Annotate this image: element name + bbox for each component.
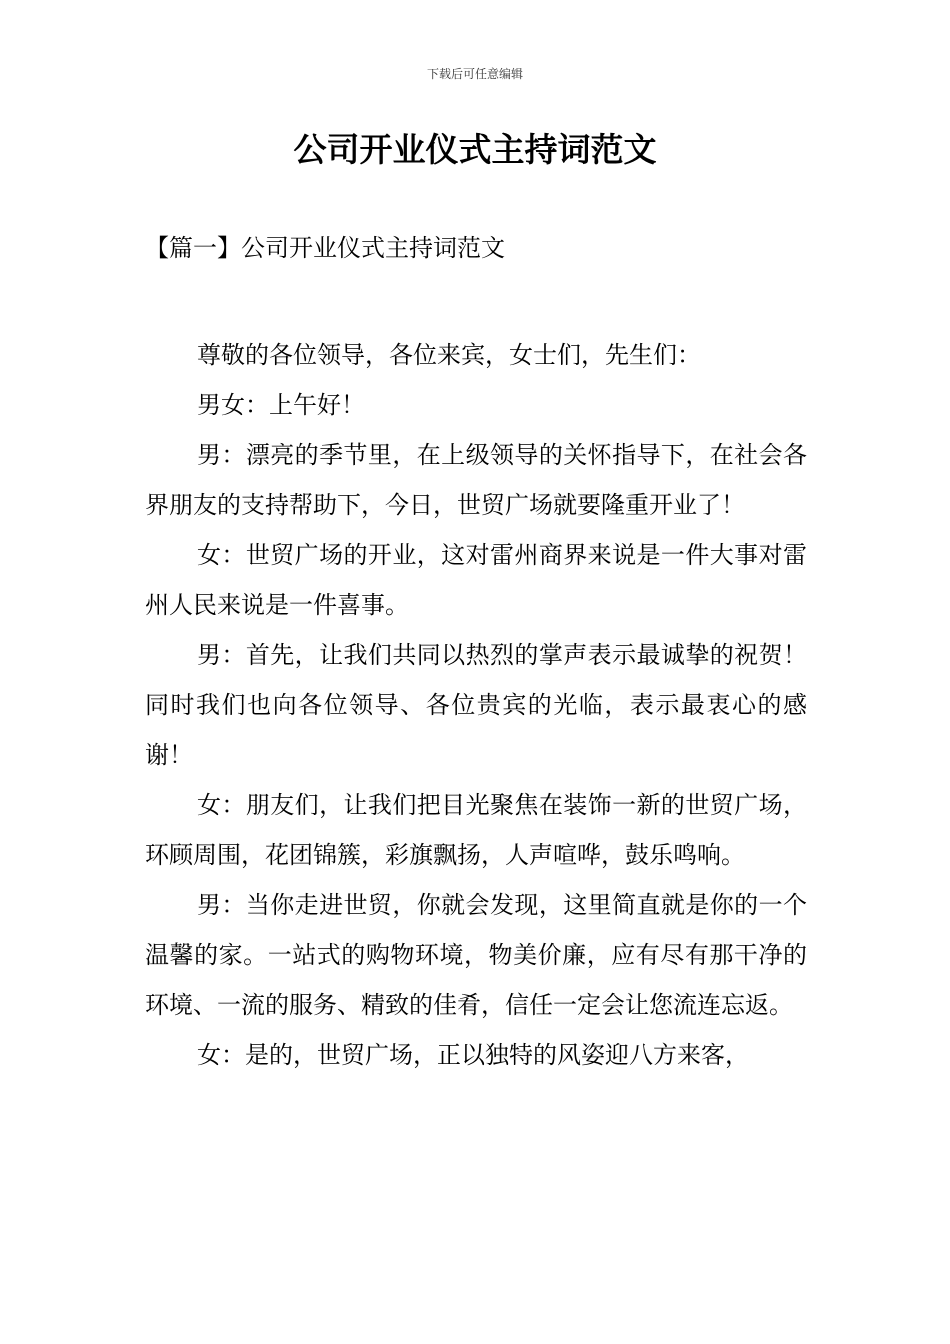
document-title: 公司开业仪式主持词范文 — [293, 130, 657, 169]
paragraph-shopping: 男：当你走进世贸，你就会发现，这里简直就是你的一个温馨的家。一站式的购物环境，物美价廉，应有尽有那干净的环境、一流的服务、精致的佳肴，信任一定会让您流连忘返。 — [145, 891, 807, 1019]
paragraph-congratulations: 男：首先，让我们共同以热烈的掌声表示最诚挚的祝贺！同时我们也向各位领导、各位贵宾的光临，表示最衷心的感谢！ — [145, 641, 807, 769]
paragraph-event-importance: 女：世贸广场的开业，这对雷州商界来说是一件大事对雷州人民来说是一件喜事。 — [145, 541, 807, 619]
header-note: 下载后可任意编辑 — [426, 67, 523, 81]
paragraph-greeting: 尊敬的各位领导，各位来宾，女士们，先生们： — [197, 341, 701, 369]
paragraph-opening: 男：漂亮的季节里，在上级领导的关怀指导下，在社会各界朋友的支持帮助下，今日，世贸广场就要隆重开业了！ — [145, 441, 807, 519]
paragraph-welcome: 女：是的，世贸广场，正以独特的风姿迎八方来客， — [197, 1041, 749, 1069]
paragraph-scene: 女：朋友们，让我们把目光聚焦在装饰一新的世贸广场，环顾周围，花团锦簇，彩旗飘扬，人声喧哗，鼓乐鸣响。 — [145, 791, 807, 869]
document-body — [145, 330, 807, 1080]
section-heading: 【篇一】公司开业仪式主持词范文 — [145, 234, 505, 262]
paragraph-good-morning: 男女：上午好！ — [197, 391, 365, 419]
